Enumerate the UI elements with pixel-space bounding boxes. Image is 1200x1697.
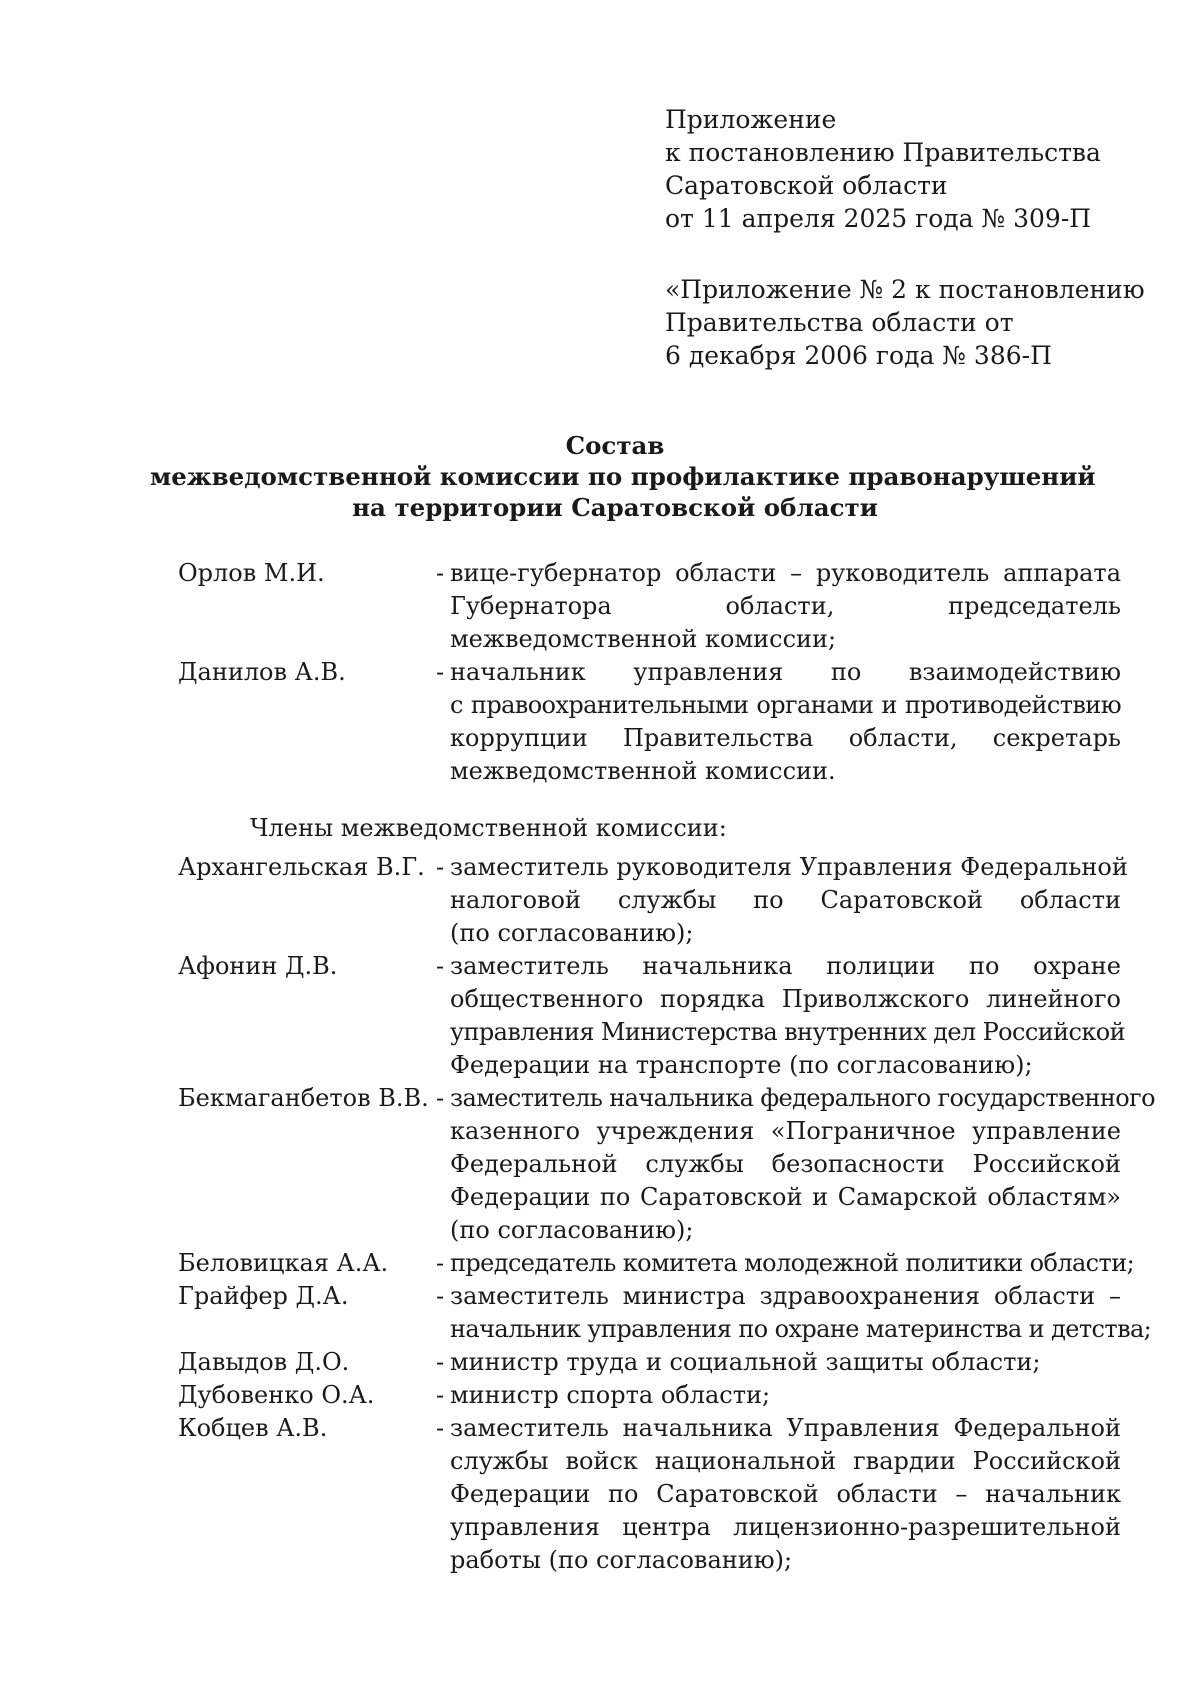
document-title bbox=[150, 430, 1096, 523]
position-line: налоговой службы по Саратовской области bbox=[450, 886, 1121, 914]
member-name: Кобцев А.В. bbox=[178, 1414, 328, 1442]
position-line: (по согласованию); bbox=[450, 1216, 694, 1244]
position-line: Федерации по Саратовской области – начальник bbox=[450, 1480, 1121, 1508]
position-line: общественного порядка Приволжского линейного bbox=[450, 985, 1121, 1013]
appendix-line: от 11 апреля 2025 года № 309-П bbox=[665, 204, 1092, 233]
member-position bbox=[450, 1346, 1121, 1379]
position-line: начальник управления по взаимодействию bbox=[450, 658, 1121, 686]
entry-dash: - bbox=[436, 1348, 445, 1376]
members-heading: Члены межведомственной комиссии: bbox=[250, 814, 727, 842]
member-entry bbox=[178, 1247, 1135, 1280]
position-line: заместитель министра здравоохранения области – bbox=[450, 1282, 1121, 1310]
position-line: работы (по согласованию); bbox=[450, 1546, 793, 1574]
position-line: заместитель начальника полиции по охране bbox=[450, 952, 1121, 980]
position-line: Федерации на транспорте (по согласованию); bbox=[450, 1051, 1033, 1079]
position-line: управления Министерства внутренних дел Российской bbox=[450, 1018, 1125, 1046]
member-name: Афонин Д.В. bbox=[178, 952, 338, 980]
member-name: Беловицкая А.А. bbox=[178, 1249, 389, 1277]
position-line: межведомственной комиссии. bbox=[450, 757, 836, 785]
appendix-quote-line: «Приложение № 2 к постановлению bbox=[665, 275, 1145, 304]
position-line: заместитель начальника федерального государственного bbox=[450, 1084, 1155, 1112]
appendix-line: Приложение bbox=[665, 105, 837, 134]
member-entry bbox=[178, 1346, 1121, 1379]
member-position bbox=[450, 1280, 1152, 1346]
member-name: Дубовенко О.А. bbox=[178, 1381, 375, 1409]
member-position bbox=[450, 1082, 1155, 1247]
spacer bbox=[665, 235, 1165, 273]
position-line: начальник управления по охране материнства и детства; bbox=[450, 1315, 1152, 1343]
member-entry bbox=[178, 950, 1125, 1082]
entry-dash: - bbox=[436, 952, 445, 980]
position-line: управления центра лицензионно-разрешительной bbox=[450, 1513, 1121, 1541]
member-entry bbox=[178, 1379, 1121, 1412]
member-name: Бекмаганбетов В.В. bbox=[178, 1084, 429, 1112]
title-line: межведомственной комиссии по профилактике правонарушений bbox=[150, 462, 1096, 491]
member-entry bbox=[178, 656, 1121, 788]
position-line: Федерации по Саратовской и Самарской областям» bbox=[450, 1183, 1121, 1211]
appendix-header bbox=[665, 103, 1165, 372]
title-line: на территории Саратовской области bbox=[352, 493, 878, 522]
entry-dash: - bbox=[436, 1249, 445, 1277]
member-entry bbox=[178, 557, 1121, 656]
entry-dash: - bbox=[436, 1414, 445, 1442]
position-line: службы войск национальной гвардии Российской bbox=[450, 1447, 1121, 1475]
member-position bbox=[450, 656, 1121, 788]
member-position bbox=[450, 1412, 1121, 1577]
appendix-quote-line: 6 декабря 2006 года № 386-П bbox=[665, 341, 1052, 370]
position-line: с правоохранительными органами и противодействию bbox=[450, 691, 1121, 719]
position-line: Федеральной службы безопасности Российской bbox=[450, 1150, 1121, 1178]
member-position bbox=[450, 1247, 1135, 1280]
member-entry bbox=[178, 1280, 1152, 1346]
position-line: заместитель руководителя Управления Федеральной bbox=[450, 853, 1128, 881]
position-line: казенного учреждения «Пограничное управление bbox=[450, 1117, 1121, 1145]
member-position bbox=[450, 557, 1121, 656]
position-line: заместитель начальника Управления Федеральной bbox=[450, 1414, 1121, 1442]
member-entry bbox=[178, 1082, 1155, 1247]
position-line: (по согласованию); bbox=[450, 919, 694, 947]
entry-dash: - bbox=[436, 658, 445, 686]
member-entry bbox=[178, 1412, 1121, 1577]
position-line: председатель комитета молодежной политики области; bbox=[450, 1249, 1135, 1277]
appendix-line: Саратовской области bbox=[665, 171, 948, 200]
member-name: Давыдов Д.О. bbox=[178, 1348, 350, 1376]
appendix-line: к постановлению Правительства bbox=[665, 138, 1101, 167]
member-name: Орлов М.И. bbox=[178, 559, 325, 587]
position-line: министр спорта области; bbox=[450, 1381, 771, 1409]
entry-dash: - bbox=[436, 559, 445, 587]
member-name: Архангельская В.Г. bbox=[178, 853, 425, 881]
member-entry bbox=[178, 851, 1128, 950]
title-line: Состав bbox=[565, 431, 665, 460]
member-position bbox=[450, 851, 1128, 950]
position-line: Губернатора области, председатель bbox=[450, 592, 1121, 620]
position-line: межведомственной комиссии; bbox=[450, 625, 837, 653]
commission-list bbox=[178, 557, 1155, 1577]
entry-dash: - bbox=[436, 1084, 445, 1112]
position-line: министр труда и социальной защиты области; bbox=[450, 1348, 1041, 1376]
position-line: коррупции Правительства области, секретарь bbox=[450, 724, 1121, 752]
member-name: Грайфер Д.А. bbox=[178, 1282, 349, 1310]
position-line: вице-губернатор области – руководитель аппарата bbox=[450, 559, 1121, 587]
member-name: Данилов А.В. bbox=[178, 658, 346, 686]
appendix-quote-line: Правительства области от bbox=[665, 308, 1014, 337]
entry-dash: - bbox=[436, 1381, 445, 1409]
member-position bbox=[450, 1379, 1121, 1412]
entry-dash: - bbox=[436, 853, 445, 881]
member-position bbox=[450, 950, 1125, 1082]
entry-dash: - bbox=[436, 1282, 445, 1310]
